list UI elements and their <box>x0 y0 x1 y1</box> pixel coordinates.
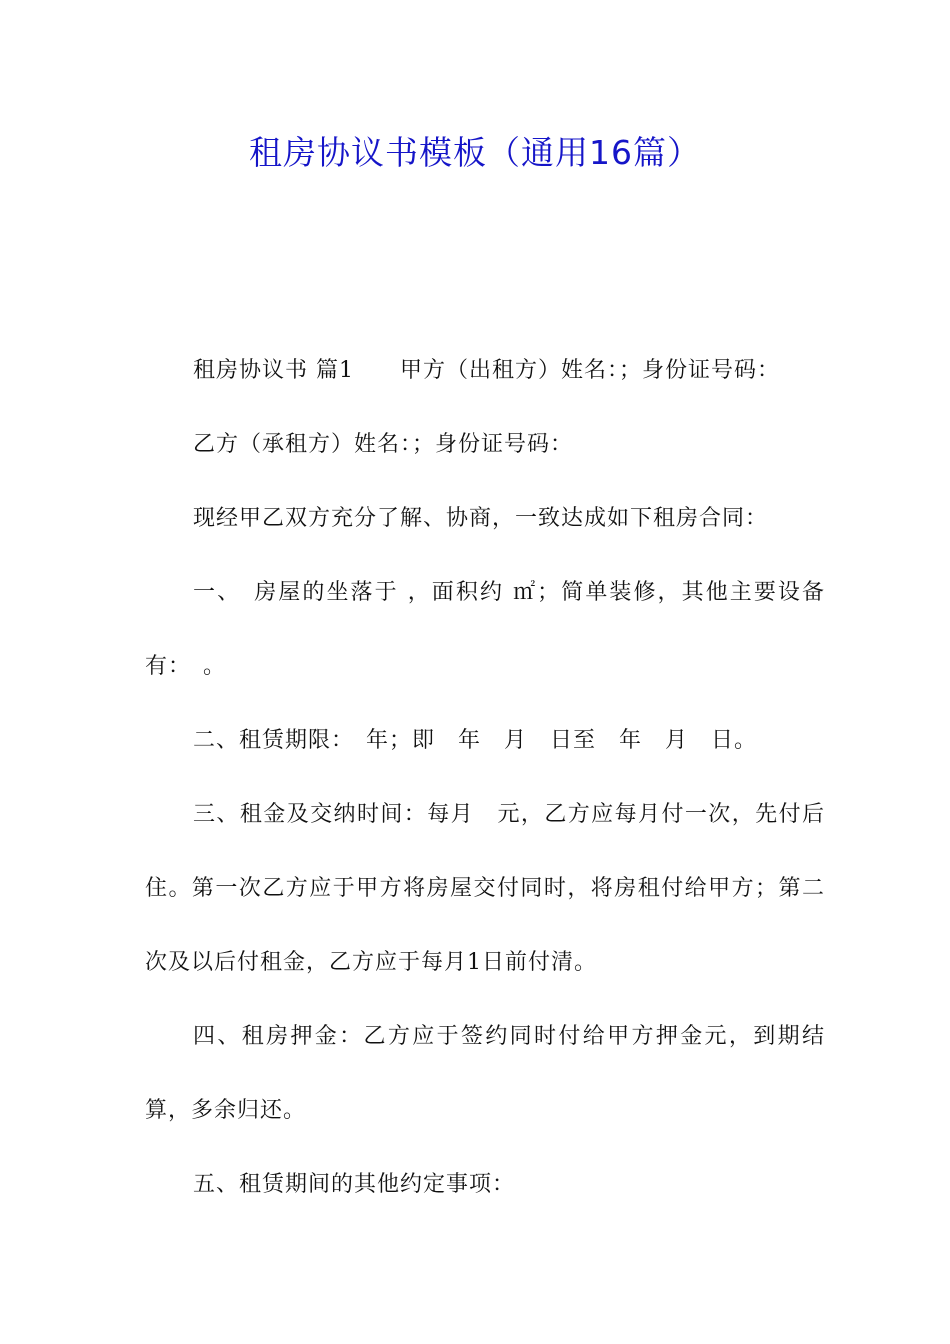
paragraph-clause-4-deposit: 四、租房押金：乙方应于签约同时付给甲方押金元，到期结算，多余归还。 <box>145 1024 825 1123</box>
paragraph-parties-lessor: 租房协议书 篇1 甲方（出租方）姓名：；身份证号码： <box>193 358 780 383</box>
document-body <box>145 334 825 1222</box>
document-title: 租房协议书模板（通用16篇） <box>249 133 701 172</box>
paragraph-clause-5-other: 五、租赁期间的其他约定事项： <box>193 1172 516 1197</box>
paragraph-agreement-intro: 现经甲乙双方充分了解、协商，一致达成如下租房合同： <box>193 506 769 531</box>
paragraph-clause-2-term: 二、租赁期限： 年；即 年 月 日至 年 月 日。 <box>193 728 758 753</box>
paragraph-clause-1-premises: 一、 房屋的坐落于 ，面积约 ㎡；简单装修，其他主要设备有： 。 <box>145 580 825 679</box>
paragraph-clause-3-rent: 三、租金及交纳时间：每月 元，乙方应每月付一次，先付后住。第一次乙方应于甲方将房屋交付同时，将房租付给甲方；第二次及以后付租金，乙方应于每月1日前付清。 <box>145 802 825 975</box>
paragraph-parties-lessee: 乙方（承租方）姓名：；身份证号码： <box>193 432 574 457</box>
